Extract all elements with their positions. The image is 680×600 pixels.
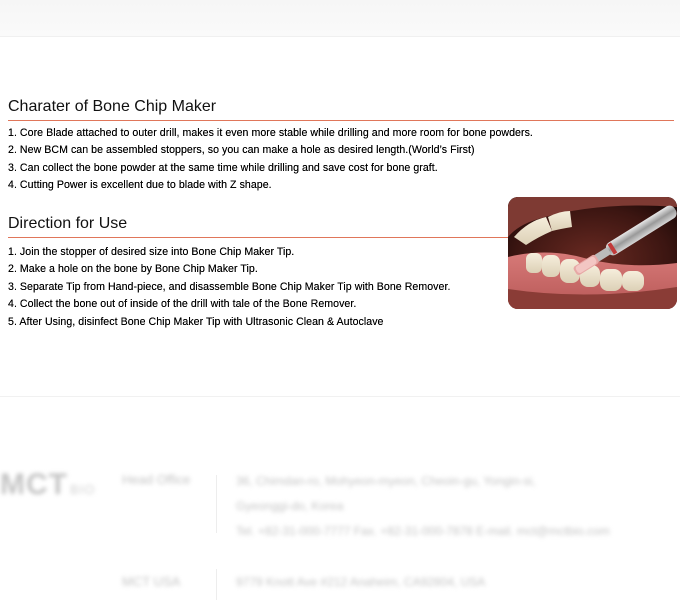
logo-sub-text: BIO — [69, 482, 96, 497]
company-logo — [0, 468, 95, 502]
direction-item: 2. Make a hole on the bone by Bone Chip Maker Tip. — [8, 263, 258, 276]
direction-list — [8, 244, 450, 331]
character-title-rule — [8, 120, 674, 121]
usa-label: MCT USA — [122, 574, 181, 589]
head-office-label: Head Office — [122, 472, 191, 487]
character-item: 4. Cutting Power is excellent due to blade with Z shape. — [8, 179, 272, 192]
dental-drill-photo — [508, 197, 677, 309]
direction-item: 4. Collect the bone out of inside of the drill with tale of the Bone Remover. — [8, 298, 357, 311]
direction-item: 1. Join the stopper of desired size into Bone Chip Maker Tip. — [8, 246, 295, 258]
direction-title-rule — [8, 237, 508, 238]
footer-vertical-divider-2 — [216, 569, 217, 600]
logo-text: MCT — [0, 468, 68, 501]
direction-title: Direction for Use — [8, 215, 128, 232]
character-item: 3. Can collect the bone powder at the same time while drilling and save cost for bone graft. — [8, 161, 438, 174]
character-title: Charater of Bone Chip Maker — [8, 98, 217, 115]
footer — [0, 397, 680, 600]
usa-address: 9779 Knott Ave #212 Anaheim, CA92804, USA — [236, 575, 486, 589]
character-item: 2. New BCM can be assembled stoppers, so you can make a hole as desired length.(World’s First) — [8, 144, 475, 157]
character-list — [8, 125, 533, 195]
footer-vertical-divider — [216, 475, 217, 533]
top-band — [0, 0, 680, 37]
character-item: 1. Core Blade attached to outer drill, makes it even more stable while drilling and more room for bone powders. — [8, 127, 533, 139]
direction-item: 5. After Using, disinfect Bone Chip Maker Tip with Ultrasonic Clean & Autoclave — [8, 315, 384, 328]
address-line-2: Gyeonggi-do, Korea — [236, 499, 344, 513]
direction-item: 3. Separate Tip from Hand-piece, and disassemble Bone Chip Maker Tip with Bone Remover. — [8, 280, 451, 293]
address-line-1: 36, Chimdan-ro, Mohyeon-myeon, Cheoin-gu, Yongin-si, — [236, 474, 536, 488]
contact-line: Tel. +82-31-000-7777 Fax. +82-31-000-7878 E-mail. mct@mctbio.com — [236, 524, 610, 538]
